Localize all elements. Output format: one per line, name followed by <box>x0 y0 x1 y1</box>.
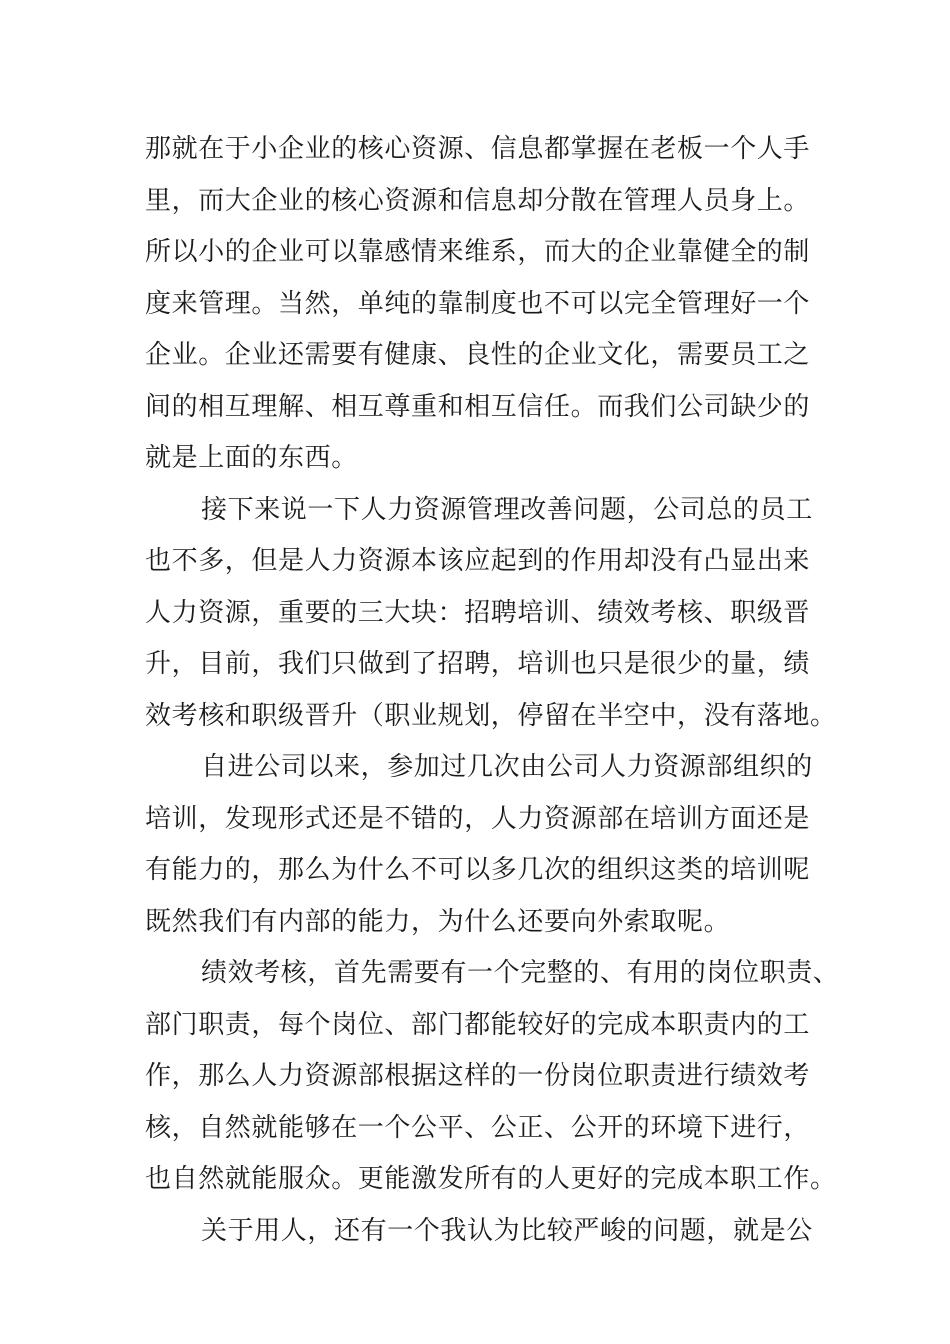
text-line: 部门职责，每个岗位、部门都能较好的完成本职责内的工 <box>145 1009 811 1040</box>
paragraph-start-line: 关于用人，还有一个我认为比较严峻的问题，就是公 <box>201 1215 813 1246</box>
text-line: 间的相互理解、相互尊重和相互信任。而我们公司缺少的 <box>145 391 811 422</box>
paragraph-start-line: 绩效考核，首先需要有一个完整的、有用的岗位职责、 <box>201 958 840 988</box>
text-line: 里，而大企业的核心资源和信息却分散在管理人员身上。 <box>145 185 811 216</box>
paragraph-start-line: 自进公司以来，参加过几次由公司人力资源部组织的 <box>201 752 813 782</box>
text-line: 度来管理。当然，单纯的靠制度也不可以完全管理好一个 <box>145 288 811 319</box>
text-line: 有能力的，那么为什么不可以多几次的组织这类的培训呢 <box>145 855 811 885</box>
text-line: 也自然就能服众。更能激发所有的人更好的完成本职工作。 <box>145 1164 837 1194</box>
text-line: 那就在于小企业的核心资源、信息都掌握在老板一个人手 <box>145 134 811 164</box>
text-line: 企业。企业还需要有健康、良性的企业文化，需要员工之 <box>145 340 811 370</box>
paragraph-start-line: 接下来说一下人力资源管理改善问题，公司总的员工 <box>201 494 813 525</box>
document-body <box>145 124 840 1257</box>
text-line: 培训，发现形式还是不错的，人力资源部在培训方面还是 <box>145 803 811 834</box>
text-line: 作，那么人力资源部根据这样的一份岗位职责进行绩效考 <box>145 1061 811 1091</box>
text-line: 核，自然就能够在一个公平、公正、公开的环境下进行， <box>145 1112 811 1143</box>
text-line: 效考核和职级晋升（职业规划，停留在半空中，没有落地。 <box>145 700 837 731</box>
text-line: 也不多，但是人力资源本该应起到的作用却没有凸显出来 <box>145 546 811 576</box>
text-line: 升，目前，我们只做到了招聘，培训也只是很少的量，绩 <box>145 649 811 679</box>
text-line: 所以小的企业可以靠感情来维系，而大的企业靠健全的制 <box>145 237 811 267</box>
text-line: 人力资源，重要的三大块：招聘培训、绩效考核、职级晋 <box>145 597 811 628</box>
text-line: 既然我们有内部的能力，为什么还要向外索取呢。 <box>145 906 731 937</box>
text-line: 就是上面的东西。 <box>145 443 358 473</box>
